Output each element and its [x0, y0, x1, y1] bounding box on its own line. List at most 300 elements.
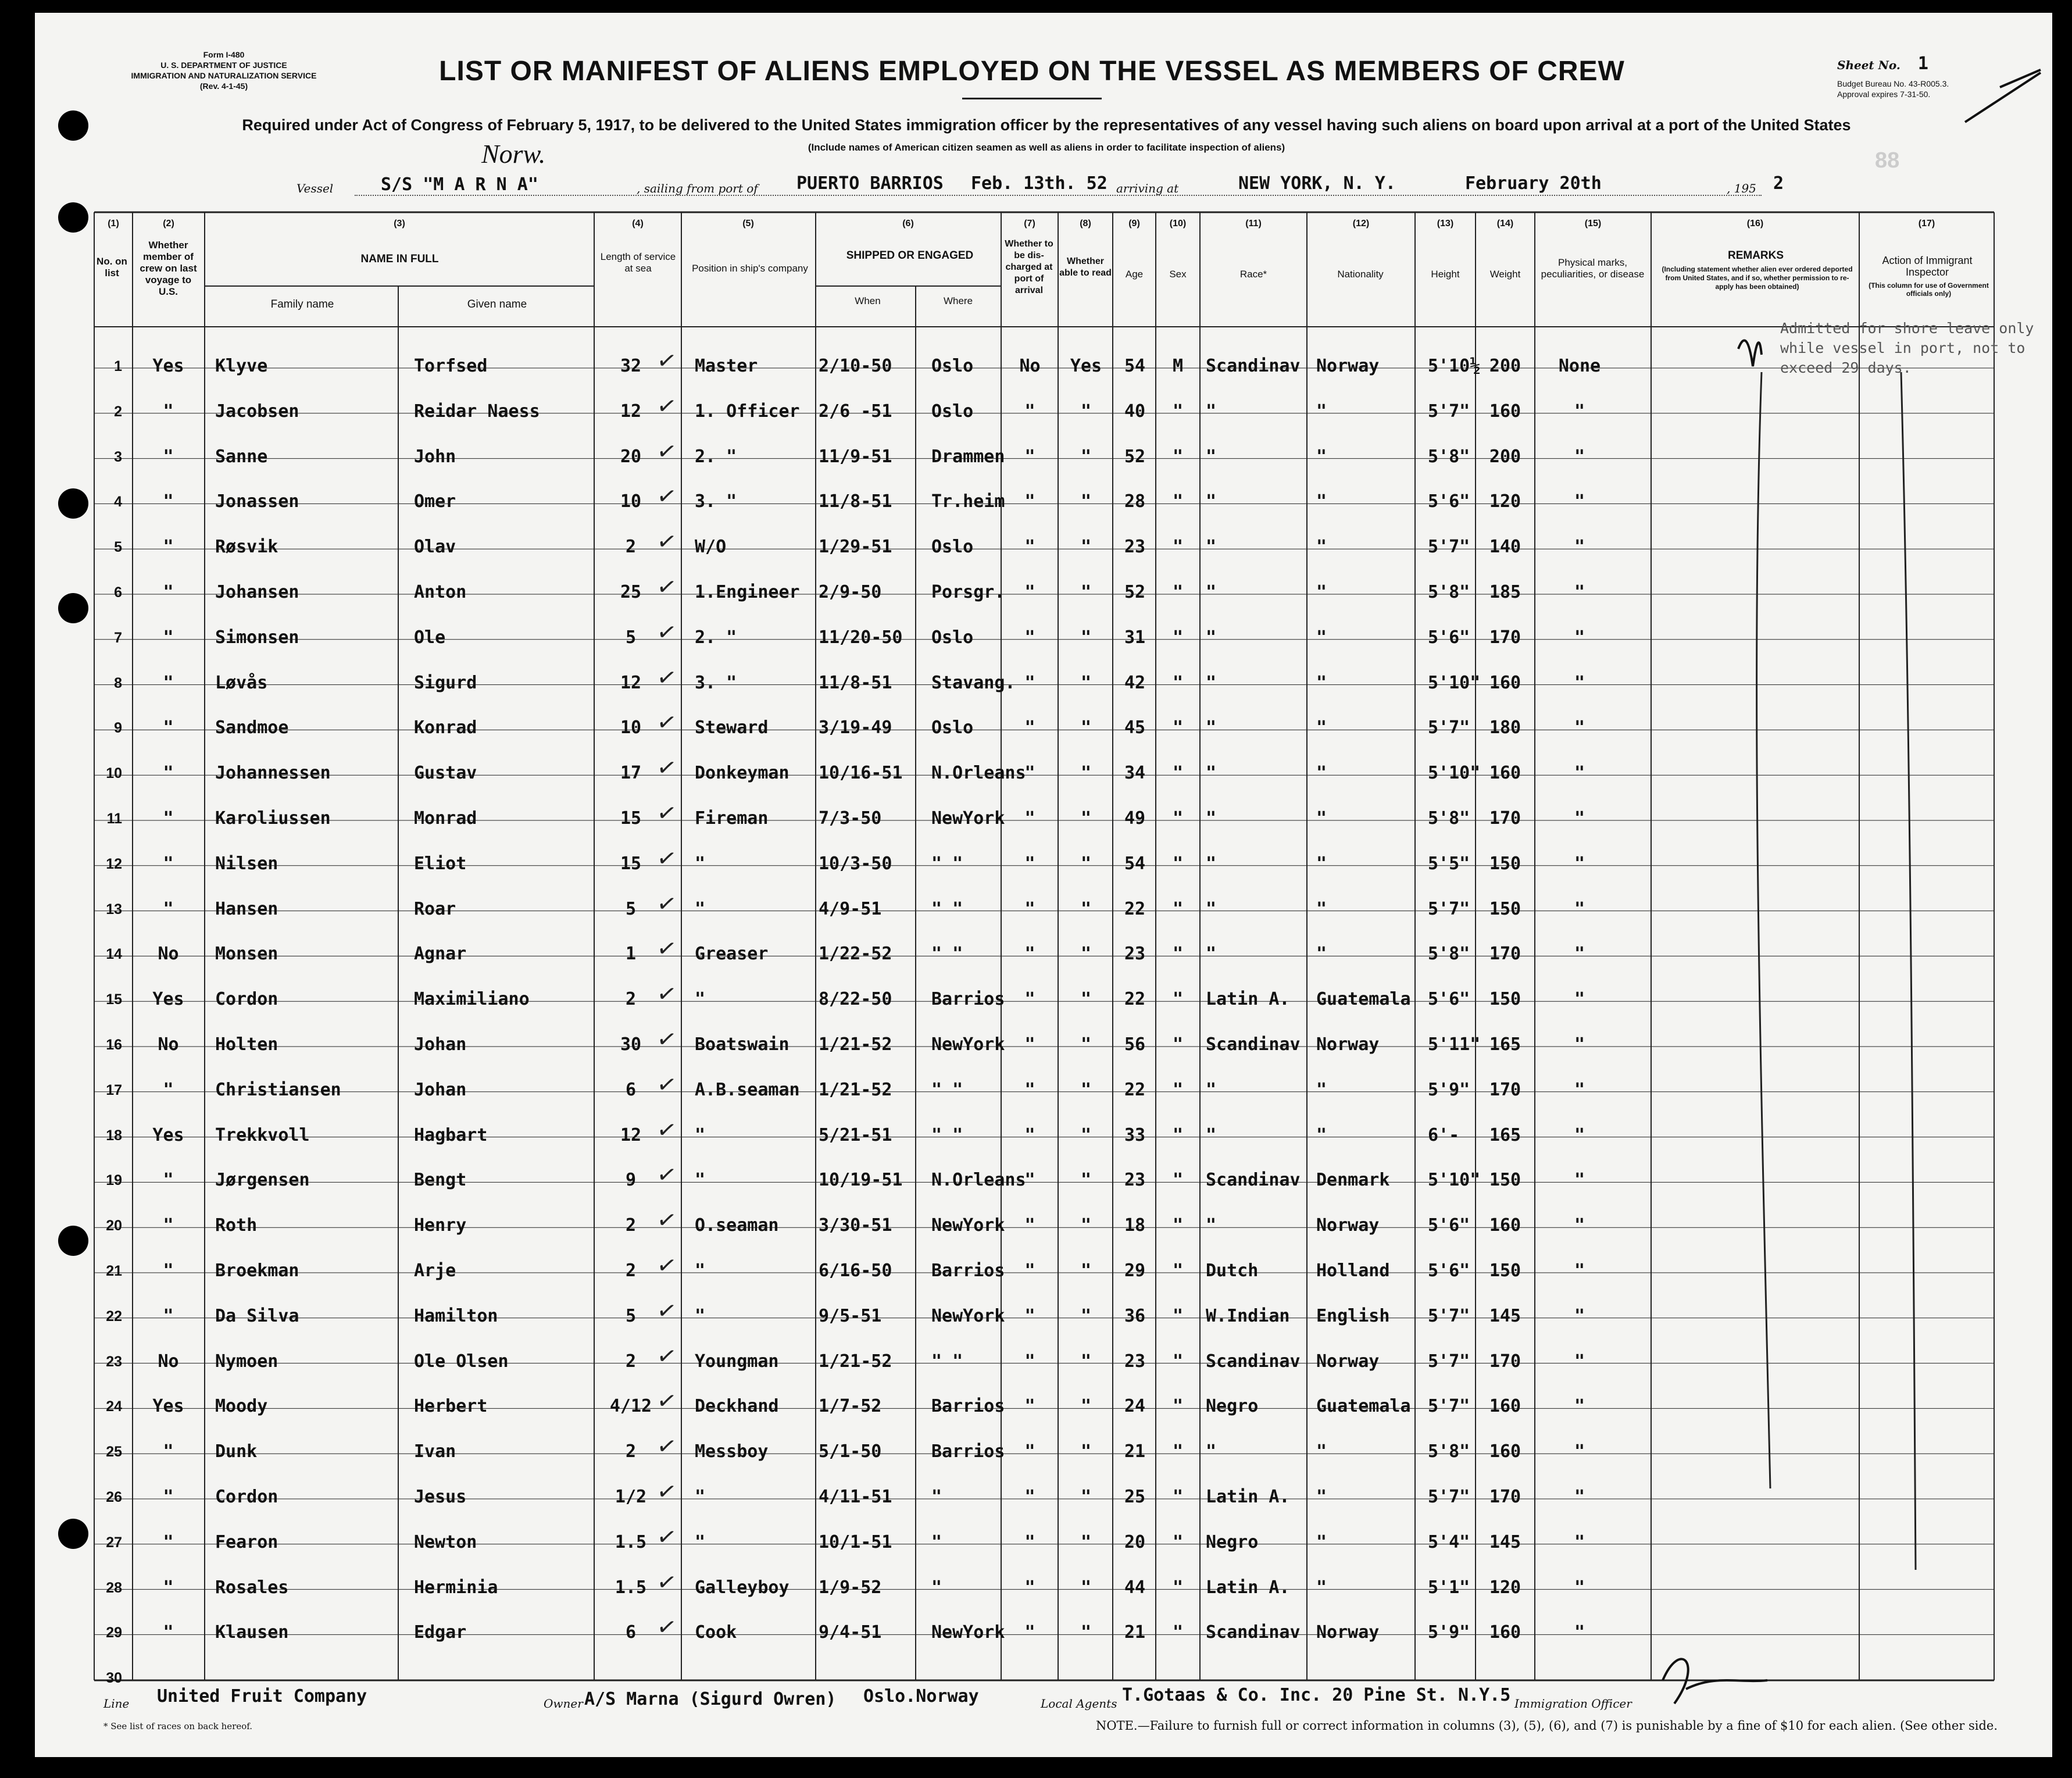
row-number: 19 [106, 1172, 122, 1189]
height-cell: 5'9" [1428, 1079, 1470, 1100]
nationality-cell: " [1316, 1079, 1327, 1100]
race-cell: " [1206, 898, 1217, 919]
given-name-cell: Olav [414, 537, 456, 558]
height-cell: 5'6" [1428, 989, 1470, 1010]
discharged-cell: " [1024, 1124, 1035, 1145]
height-cell: 5'7" [1428, 1396, 1470, 1417]
read-cell: " [1080, 446, 1092, 467]
family-name-cell: Klyve [215, 356, 268, 376]
member-cell: Yes [152, 1124, 184, 1145]
weight-cell: 180 [1489, 717, 1521, 738]
sex-cell: " [1172, 1577, 1184, 1598]
age-cell: 31 [1124, 627, 1146, 648]
given-name-cell: Hamilton [414, 1305, 498, 1326]
nationality-cell: Norway [1316, 1351, 1380, 1372]
when-cell: 2/6 -51 [819, 401, 892, 422]
position-cell: " [695, 989, 706, 1010]
row-number: 23 [106, 1353, 122, 1370]
check-mark: ✓ [655, 798, 679, 829]
age-cell: 23 [1124, 1351, 1146, 1372]
nationality-cell: Guatemala [1316, 989, 1411, 1010]
member-cell: " [163, 582, 174, 602]
column-number: (13) [1437, 219, 1454, 229]
when-cell: 10/3-50 [819, 853, 892, 874]
nationality-cell: " [1316, 1441, 1327, 1462]
discharged-cell: " [1024, 853, 1035, 874]
weight-cell: 145 [1489, 1305, 1521, 1326]
member-cell: " [163, 1531, 174, 1552]
physical-cell: " [1574, 1034, 1585, 1055]
check-mark: ✓ [655, 1386, 679, 1416]
physical-cell: " [1574, 1124, 1585, 1145]
height-cell: 5'1" [1428, 1577, 1470, 1598]
height-cell: 5'7" [1428, 898, 1470, 919]
length-cell: 20 [620, 446, 642, 467]
read-cell: " [1080, 1034, 1092, 1055]
discharged-cell: " [1024, 944, 1035, 965]
vessel-name: S/S "M A R N A" [381, 174, 538, 195]
page-title: LIST OR MANIFEST OF ALIENS EMPLOYED ON THE VESSEL AS MEMBERS OF CREW [439, 56, 1625, 87]
column-number: (10) [1169, 219, 1187, 229]
length-cell: 2 [625, 1351, 637, 1372]
physical-cell: " [1574, 491, 1585, 512]
remarks-line: Admitted for shore leave only [1780, 320, 2034, 337]
when-cell: 11/8-51 [819, 672, 892, 693]
position-cell: 3. " [695, 491, 737, 512]
family-name-cell: Klausen [215, 1622, 289, 1643]
family-name-cell: Jacobsen [215, 401, 299, 422]
weight-cell: 185 [1489, 582, 1521, 602]
arrival-date: February 20th [1465, 173, 1602, 194]
weight-cell: 150 [1489, 1170, 1521, 1191]
where-cell: " [931, 1531, 942, 1552]
family-name-cell: Løvås [215, 672, 268, 693]
given-name-cell: Sigurd [414, 672, 477, 693]
race-cell: " [1206, 1215, 1217, 1236]
member-cell: " [163, 1305, 174, 1326]
row-number: 22 [106, 1308, 122, 1324]
check-mark: ✓ [655, 346, 679, 376]
race-cell: Negro [1206, 1531, 1259, 1552]
position-cell: O.seaman [695, 1215, 779, 1236]
when-cell: 1/22-52 [819, 944, 892, 965]
row-number: 1 [114, 358, 122, 374]
discharged-cell: " [1024, 1396, 1035, 1417]
member-cell: " [163, 853, 174, 874]
where-cell: " [931, 1487, 942, 1507]
age-cell: 23 [1124, 1170, 1146, 1191]
nationality-cell: " [1316, 1487, 1327, 1507]
physical-cell: " [1574, 1261, 1585, 1281]
column-number: (4) [632, 219, 644, 229]
length-cell: 2 [625, 989, 637, 1010]
given-name-cell: John [414, 446, 456, 467]
physical-cell: " [1574, 717, 1585, 738]
where-cell: N.Orleans [931, 763, 1026, 784]
where-cell: Porsgr. [931, 582, 1005, 602]
physical-cell: " [1574, 1079, 1585, 1100]
sex-cell: " [1172, 1034, 1184, 1055]
header-position: Position in ship's company [692, 263, 808, 274]
age-cell: 22 [1124, 898, 1146, 919]
row-number: 7 [114, 629, 122, 646]
family-name-cell: Johannessen [215, 763, 331, 784]
height-cell: 5'8" [1428, 1441, 1470, 1462]
age-cell: 20 [1124, 1531, 1146, 1552]
row-number: 4 [114, 494, 122, 510]
header-race: Race* [1239, 269, 1267, 280]
sailing-port: PUERTO BARRIOS [796, 173, 944, 194]
read-cell: " [1080, 1577, 1092, 1598]
check-mark: ✓ [655, 1431, 679, 1462]
row-number: 6 [114, 584, 122, 601]
length-cell: 5 [625, 1305, 637, 1326]
nationality-cell: Norway [1316, 356, 1380, 376]
nationality-cell: " [1316, 944, 1327, 965]
position-cell: 1.Engineer [695, 582, 800, 602]
check-mark: ✓ [655, 1024, 679, 1055]
nationality-cell: " [1316, 853, 1327, 874]
read-cell: " [1080, 1622, 1092, 1643]
family-name-cell: Monsen [215, 944, 278, 965]
physical-cell: " [1574, 1531, 1585, 1552]
row-number: 13 [106, 901, 122, 917]
family-name-cell: Rosales [215, 1577, 289, 1598]
family-name-cell: Moody [215, 1396, 268, 1417]
where-cell: Barrios [931, 1441, 1005, 1462]
where-cell: NewYork [931, 1622, 1005, 1643]
where-cell: NewYork [931, 1034, 1005, 1055]
given-name-cell: Ole [414, 627, 446, 648]
position-cell: " [695, 898, 706, 919]
read-cell: " [1080, 1396, 1092, 1417]
check-mark: ✓ [655, 844, 679, 874]
length-cell: 2 [625, 1441, 637, 1462]
height-cell: 5'6" [1428, 491, 1470, 512]
weight-cell: 165 [1489, 1124, 1521, 1145]
row-number: 18 [106, 1127, 122, 1144]
given-name-cell: Roar [414, 898, 456, 919]
sex-cell: " [1172, 1170, 1184, 1191]
length-cell: 12 [620, 672, 642, 693]
where-cell: Oslo [931, 401, 974, 422]
check-mark: ✓ [655, 1070, 679, 1100]
position-cell: Deckhand [695, 1396, 779, 1417]
family-name-cell: Nymoen [215, 1351, 278, 1372]
family-name-cell: Jonassen [215, 491, 299, 512]
sex-cell: M [1172, 356, 1184, 376]
nationality-cell: Norway [1316, 1622, 1380, 1643]
position-cell: Cook [695, 1622, 737, 1643]
sex-cell: " [1172, 1261, 1184, 1281]
nationality-cell: Denmark [1316, 1170, 1390, 1191]
height-cell: 5'11" [1428, 1034, 1481, 1055]
check-mark: ✓ [655, 1115, 679, 1145]
row-number: 17 [106, 1081, 122, 1098]
member-cell: " [163, 1170, 174, 1191]
sex-cell: " [1172, 1215, 1184, 1236]
sex-cell: " [1172, 1531, 1184, 1552]
race-cell: Scandinav [1206, 1170, 1301, 1191]
read-cell: " [1080, 1441, 1092, 1462]
sex-cell: " [1172, 1079, 1184, 1100]
weight-cell: 170 [1489, 1351, 1521, 1372]
when-cell: 1/7-52 [819, 1396, 882, 1417]
check-mark: ✓ [655, 1612, 679, 1643]
age-cell: 44 [1124, 1577, 1146, 1598]
header-height: Height [1431, 269, 1460, 280]
sex-cell: " [1172, 1124, 1184, 1145]
age-cell: 45 [1124, 717, 1146, 738]
member-cell: " [163, 491, 174, 512]
given-name-cell: Edgar [414, 1622, 467, 1643]
agents-label: Local Agents [1041, 1697, 1117, 1711]
family-name-cell: Hansen [215, 898, 278, 919]
weight-cell: 160 [1489, 1441, 1521, 1462]
sex-cell: " [1172, 1487, 1184, 1507]
discharged-cell: " [1024, 537, 1035, 558]
read-cell: " [1080, 1124, 1092, 1145]
where-cell: " " [931, 1351, 963, 1372]
when-cell: 3/30-51 [819, 1215, 892, 1236]
member-cell: " [163, 763, 174, 784]
column-number: (11) [1245, 219, 1262, 229]
row-number: 21 [106, 1263, 122, 1279]
age-cell: 24 [1124, 1396, 1146, 1417]
length-cell: 1/2 [615, 1487, 647, 1507]
race-cell: Latin A. [1206, 1487, 1290, 1507]
header-discharged: Whether to be dis-charged at port of arrival [1005, 239, 1053, 295]
race-cell: " [1206, 763, 1217, 784]
given-name-cell: Johan [414, 1079, 467, 1100]
age-cell: 25 [1124, 1487, 1146, 1507]
sex-cell: " [1172, 537, 1184, 558]
nationality-cell: " [1316, 491, 1327, 512]
check-mark: ✓ [655, 481, 679, 512]
header-length-service: Length of service at sea [600, 251, 676, 274]
position-cell: 3. " [695, 672, 737, 693]
age-cell: 54 [1124, 356, 1146, 376]
department: U. S. DEPARTMENT OF JUSTICE [160, 60, 287, 70]
physical-cell: " [1574, 672, 1585, 693]
sex-cell: " [1172, 491, 1184, 512]
position-cell: Master [695, 356, 758, 376]
member-cell: " [163, 446, 174, 467]
position-cell: Galleyboy [695, 1577, 789, 1598]
given-name-cell: Bengt [414, 1170, 467, 1191]
member-cell: " [163, 1215, 174, 1236]
owner-label: Owner [544, 1697, 583, 1711]
given-name-cell: Torfsed [414, 356, 488, 376]
read-cell: " [1080, 537, 1092, 558]
sex-cell: " [1172, 1441, 1184, 1462]
nationality-cell: " [1316, 537, 1327, 558]
member-cell: Yes [152, 1396, 184, 1417]
length-cell: 5 [625, 627, 637, 648]
check-mark: ✓ [655, 437, 679, 467]
sailing-date: Feb. 13th. 52 [971, 173, 1108, 194]
age-cell: 28 [1124, 491, 1146, 512]
header-when: When [855, 295, 881, 306]
sex-cell: " [1172, 446, 1184, 467]
weight-cell: 165 [1489, 1034, 1521, 1055]
age-cell: 29 [1124, 1261, 1146, 1281]
length-cell: 15 [620, 853, 642, 874]
weight-cell: 170 [1489, 627, 1521, 648]
discharged-cell: " [1024, 898, 1035, 919]
physical-cell: " [1574, 1487, 1585, 1507]
read-cell: " [1080, 401, 1092, 422]
member-cell: " [163, 672, 174, 693]
service: IMMIGRATION AND NATURALIZATION SERVICE [131, 71, 317, 80]
length-cell: 10 [620, 491, 642, 512]
given-name-cell: Eliot [414, 853, 467, 874]
weight-cell: 160 [1489, 763, 1521, 784]
check-mark: ✓ [655, 617, 679, 648]
nationality-cell: " [1316, 401, 1327, 422]
position-cell: " [695, 1487, 706, 1507]
year-digit: 2 [1773, 173, 1784, 194]
physical-cell: " [1574, 853, 1585, 874]
age-cell: 49 [1124, 808, 1146, 829]
sex-cell: " [1172, 627, 1184, 648]
check-mark: ✓ [655, 1568, 679, 1598]
height-cell: 5'7" [1428, 537, 1470, 558]
sex-cell: " [1172, 401, 1184, 422]
faint-stamp: 88 [1875, 148, 1900, 173]
check-mark: ✓ [655, 1477, 679, 1507]
weight-cell: 150 [1489, 853, 1521, 874]
discharged-cell: No [1019, 356, 1041, 376]
member-cell: " [163, 401, 174, 422]
read-cell: " [1080, 944, 1092, 965]
where-cell: Drammen [931, 446, 1005, 467]
position-cell: Steward [695, 717, 769, 738]
height-cell: 5'10" [1428, 672, 1481, 693]
position-cell: W/O [695, 537, 727, 558]
member-cell: " [163, 1261, 174, 1281]
owner-city: Oslo.Norway [863, 1686, 979, 1706]
where-cell: NewYork [931, 1305, 1005, 1326]
when-cell: 4/11-51 [819, 1487, 892, 1507]
position-cell: Greaser [695, 944, 769, 965]
header-family-name: Family name [270, 298, 334, 310]
nationality-cell: " [1316, 1577, 1327, 1598]
length-cell: 2 [625, 1261, 637, 1281]
weight-cell: 160 [1489, 1622, 1521, 1643]
length-cell: 1.5 [615, 1577, 647, 1598]
height-cell: 5'9" [1428, 1622, 1470, 1643]
member-cell: " [163, 717, 174, 738]
nationality-cell: " [1316, 1531, 1327, 1552]
given-name-cell: Gustav [414, 763, 477, 784]
position-cell: " [695, 1531, 706, 1552]
header-action-inspector: Action of Immigrant Inspector [1882, 255, 1973, 278]
weight-cell: 200 [1489, 446, 1521, 467]
physical-cell: " [1574, 1396, 1585, 1417]
row-number: 9 [114, 720, 122, 737]
age-cell: 52 [1124, 582, 1146, 602]
approval-expires: Approval expires 7-31-50. [1837, 90, 1931, 99]
discharged-cell: " [1024, 1261, 1035, 1281]
nationality-cell: Guatemala [1316, 1396, 1411, 1417]
revision: (Rev. 4-1-45) [199, 81, 248, 91]
physical-cell: " [1574, 627, 1585, 648]
discharged-cell: " [1024, 717, 1035, 738]
race-cell: " [1206, 582, 1217, 602]
discharged-cell: " [1024, 401, 1035, 422]
read-cell: Yes [1070, 356, 1102, 376]
given-name-cell: Jesus [414, 1487, 467, 1507]
row-number: 3 [114, 448, 122, 465]
header-shipped-engaged: SHIPPED OR ENGAGED [846, 249, 974, 262]
vessel-handwritten-note: Norw. [481, 139, 546, 169]
length-cell: 5 [625, 898, 637, 919]
given-name-cell: Konrad [414, 717, 477, 738]
discharged-cell: " [1024, 491, 1035, 512]
discharged-cell: " [1024, 1441, 1035, 1462]
check-mark: ✓ [655, 391, 679, 422]
race-cell: " [1206, 717, 1217, 738]
age-cell: 54 [1124, 853, 1146, 874]
height-cell: 5'8" [1428, 582, 1470, 602]
family-name-cell: Cordon [215, 1487, 278, 1507]
height-cell: 5'10½ [1428, 356, 1481, 376]
given-name-cell: Reidar Naess [414, 401, 540, 422]
position-cell: Fireman [695, 808, 769, 829]
header-physical-marks: Physical marks, peculiarities, or disease [1541, 257, 1645, 280]
discharged-cell: " [1024, 1487, 1035, 1507]
physical-cell: " [1574, 1215, 1585, 1236]
when-cell: 5/1-50 [819, 1441, 882, 1462]
line-value: United Fruit Company [157, 1686, 367, 1706]
remarks-line: while vessel in port, not to [1780, 340, 2025, 356]
weight-cell: 140 [1489, 537, 1521, 558]
physical-cell: " [1574, 808, 1585, 829]
check-mark: ✓ [655, 1341, 679, 1372]
check-mark: ✓ [655, 889, 679, 919]
family-name-cell: Johansen [215, 582, 299, 602]
nationality-cell: Holland [1316, 1261, 1390, 1281]
member-cell: No [158, 1034, 179, 1055]
read-cell: " [1080, 1531, 1092, 1552]
given-name-cell: Henry [414, 1215, 467, 1236]
where-cell: Barrios [931, 1396, 1005, 1417]
member-cell: " [163, 627, 174, 648]
discharged-cell: " [1024, 763, 1035, 784]
race-cell: " [1206, 1124, 1217, 1145]
when-cell: 10/16-51 [819, 763, 903, 784]
weight-cell: 150 [1489, 1261, 1521, 1281]
nationality-cell: " [1316, 763, 1327, 784]
read-cell: " [1080, 627, 1092, 648]
read-cell: " [1080, 1305, 1092, 1326]
read-cell: " [1080, 1170, 1092, 1191]
family-name-cell: Fearon [215, 1531, 278, 1552]
family-name-cell: Dunk [215, 1441, 258, 1462]
race-cell: " [1206, 1441, 1217, 1462]
height-cell: 5'7" [1428, 1305, 1470, 1326]
nationality-cell: " [1316, 717, 1327, 738]
penalty-note: NOTE.—Failure to furnish full or correct information in columns (3), (5), (6), and (7) is punishable by a fine of $10 for each alien. (See other side. [1096, 1719, 1998, 1733]
discharged-cell: " [1024, 627, 1035, 648]
nationality-cell: Norway [1316, 1215, 1380, 1236]
column-number: (8) [1080, 219, 1091, 229]
when-cell: 1/9-52 [819, 1577, 882, 1598]
sex-cell: " [1172, 808, 1184, 829]
age-cell: 21 [1124, 1441, 1146, 1462]
physical-cell: " [1574, 989, 1585, 1010]
